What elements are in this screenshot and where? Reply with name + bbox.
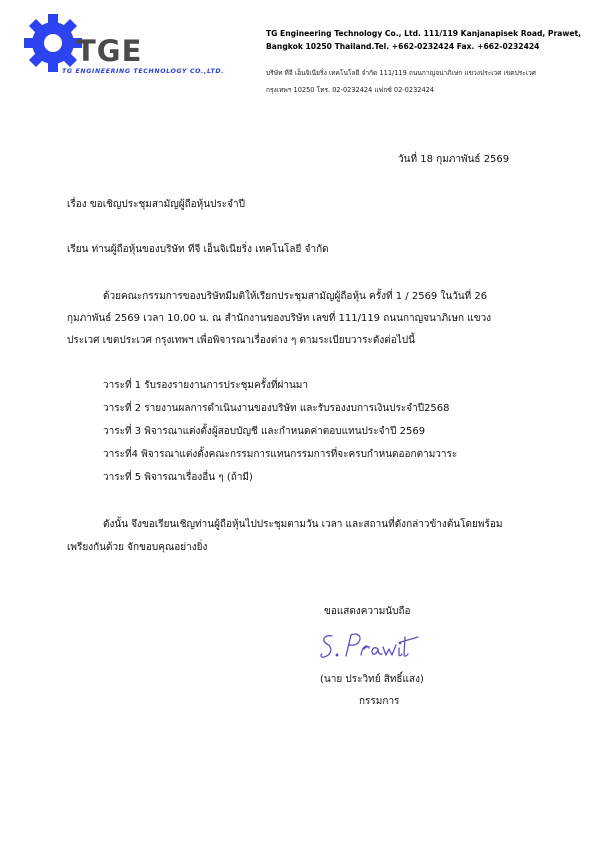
agenda-item-5: วาระที่ 5 พิจารณาเรื่องอื่น ๆ (ถ้ามี) (103, 472, 253, 483)
letterhead-en-line1: TG Engineering Technology Co., Ltd. 111/119 Kanjanapisek Road, Prawet, (266, 29, 582, 38)
agenda-item-4: วาระที่4 พิจารณาแต่งตั้งคณะกรรมการแทนกรรมการที่จะครบกำหนดออกตามวาระ (103, 449, 458, 460)
letter-salutation: เรียน ท่านผู้ถือหุ้นของบริษัท ทีจี เอ็นจิเนียริ่ง เทคโนโลยี จำกัด (67, 244, 329, 255)
letterhead-en-line2: Bangkok 10250 Thailand.Tel. +662-0232424 Fax. +662-0232424 (266, 42, 540, 51)
agenda-item-2: วาระที่ 2 รายงานผลการดำเนินงานของบริษัท และรับรองงบการเงินประจำปี2568 (103, 403, 450, 414)
intro-line-1: ด้วยคณะกรรมการของบริษัทมีมติให้เรียกประชุมสามัญผู้ถือหุ้น ครั้งที่ 1 / 2569 ในวันที่ 26 (103, 291, 488, 302)
agenda-item-1: วาระที่ 1 รับรองรายงานการประชุมครั้งที่ผ่านมา (103, 380, 309, 391)
intro-line-2: กุมภาพันธ์ 2569 เวลา 10.00 น. ณ สำนักงานของบริษัท เลขที่ 111/119 ถนนกาญจนาภิเษก แขวง (67, 313, 492, 324)
letter-date: วันที่ 18 กุมภาพันธ์ 2569 (398, 154, 510, 165)
signer-name: (นาย ประวิทย์ สิทธิ์แสง) (320, 674, 424, 685)
signer-title: กรรมการ (359, 696, 400, 707)
logo-wordmark: TGE (76, 34, 143, 68)
letterhead-th-line1: บริษัท ทีจี เอ็นจิเนียริ่ง เทคโนโลยี จำกัด 111/119 ถนนกาญจนาภิเษก แขวงประเวศ เขตประเวศ (266, 69, 536, 77)
intro-line-3: ประเวศ เขตประเวศ กรุงเทพฯ เพื่อพิจารณาเรื่องต่าง ๆ ตามระเบียบวาระดังต่อไปนี้ (67, 335, 415, 346)
closing-line-2: เพรียงกันด้วย จักขอบคุณอย่างยิ่ง (67, 542, 208, 553)
letterhead-th-line2: กรุงเทพฯ 10250 โทร. 02-0232424 แฟกซ์ 02-0232424 (266, 86, 435, 94)
agenda-item-3: วาระที่ 3 พิจารณาแต่งตั้งผู้สอบบัญชี และกำหนดค่าตอบแทนประจำปี 2569 (103, 426, 426, 437)
logo-tagline: TG ENGINEERING TECHNOLOGY CO.,LTD. (62, 68, 225, 75)
gear-icon (22, 12, 84, 74)
sign-off: ขอแสดงความนับถือ (324, 606, 411, 617)
handwritten-signature (318, 628, 422, 666)
letter-subject: เรื่อง ขอเชิญประชุมสามัญผู้ถือหุ้นประจำปี (67, 199, 245, 210)
closing-line-1: ดังนั้น จึงขอเรียนเชิญท่านผู้ถือหุ้นไปประชุมตามวัน เวลา และสถานที่ดังกล่าวข้างต้นโดยพร้อม (103, 519, 503, 530)
company-logo (22, 8, 227, 84)
